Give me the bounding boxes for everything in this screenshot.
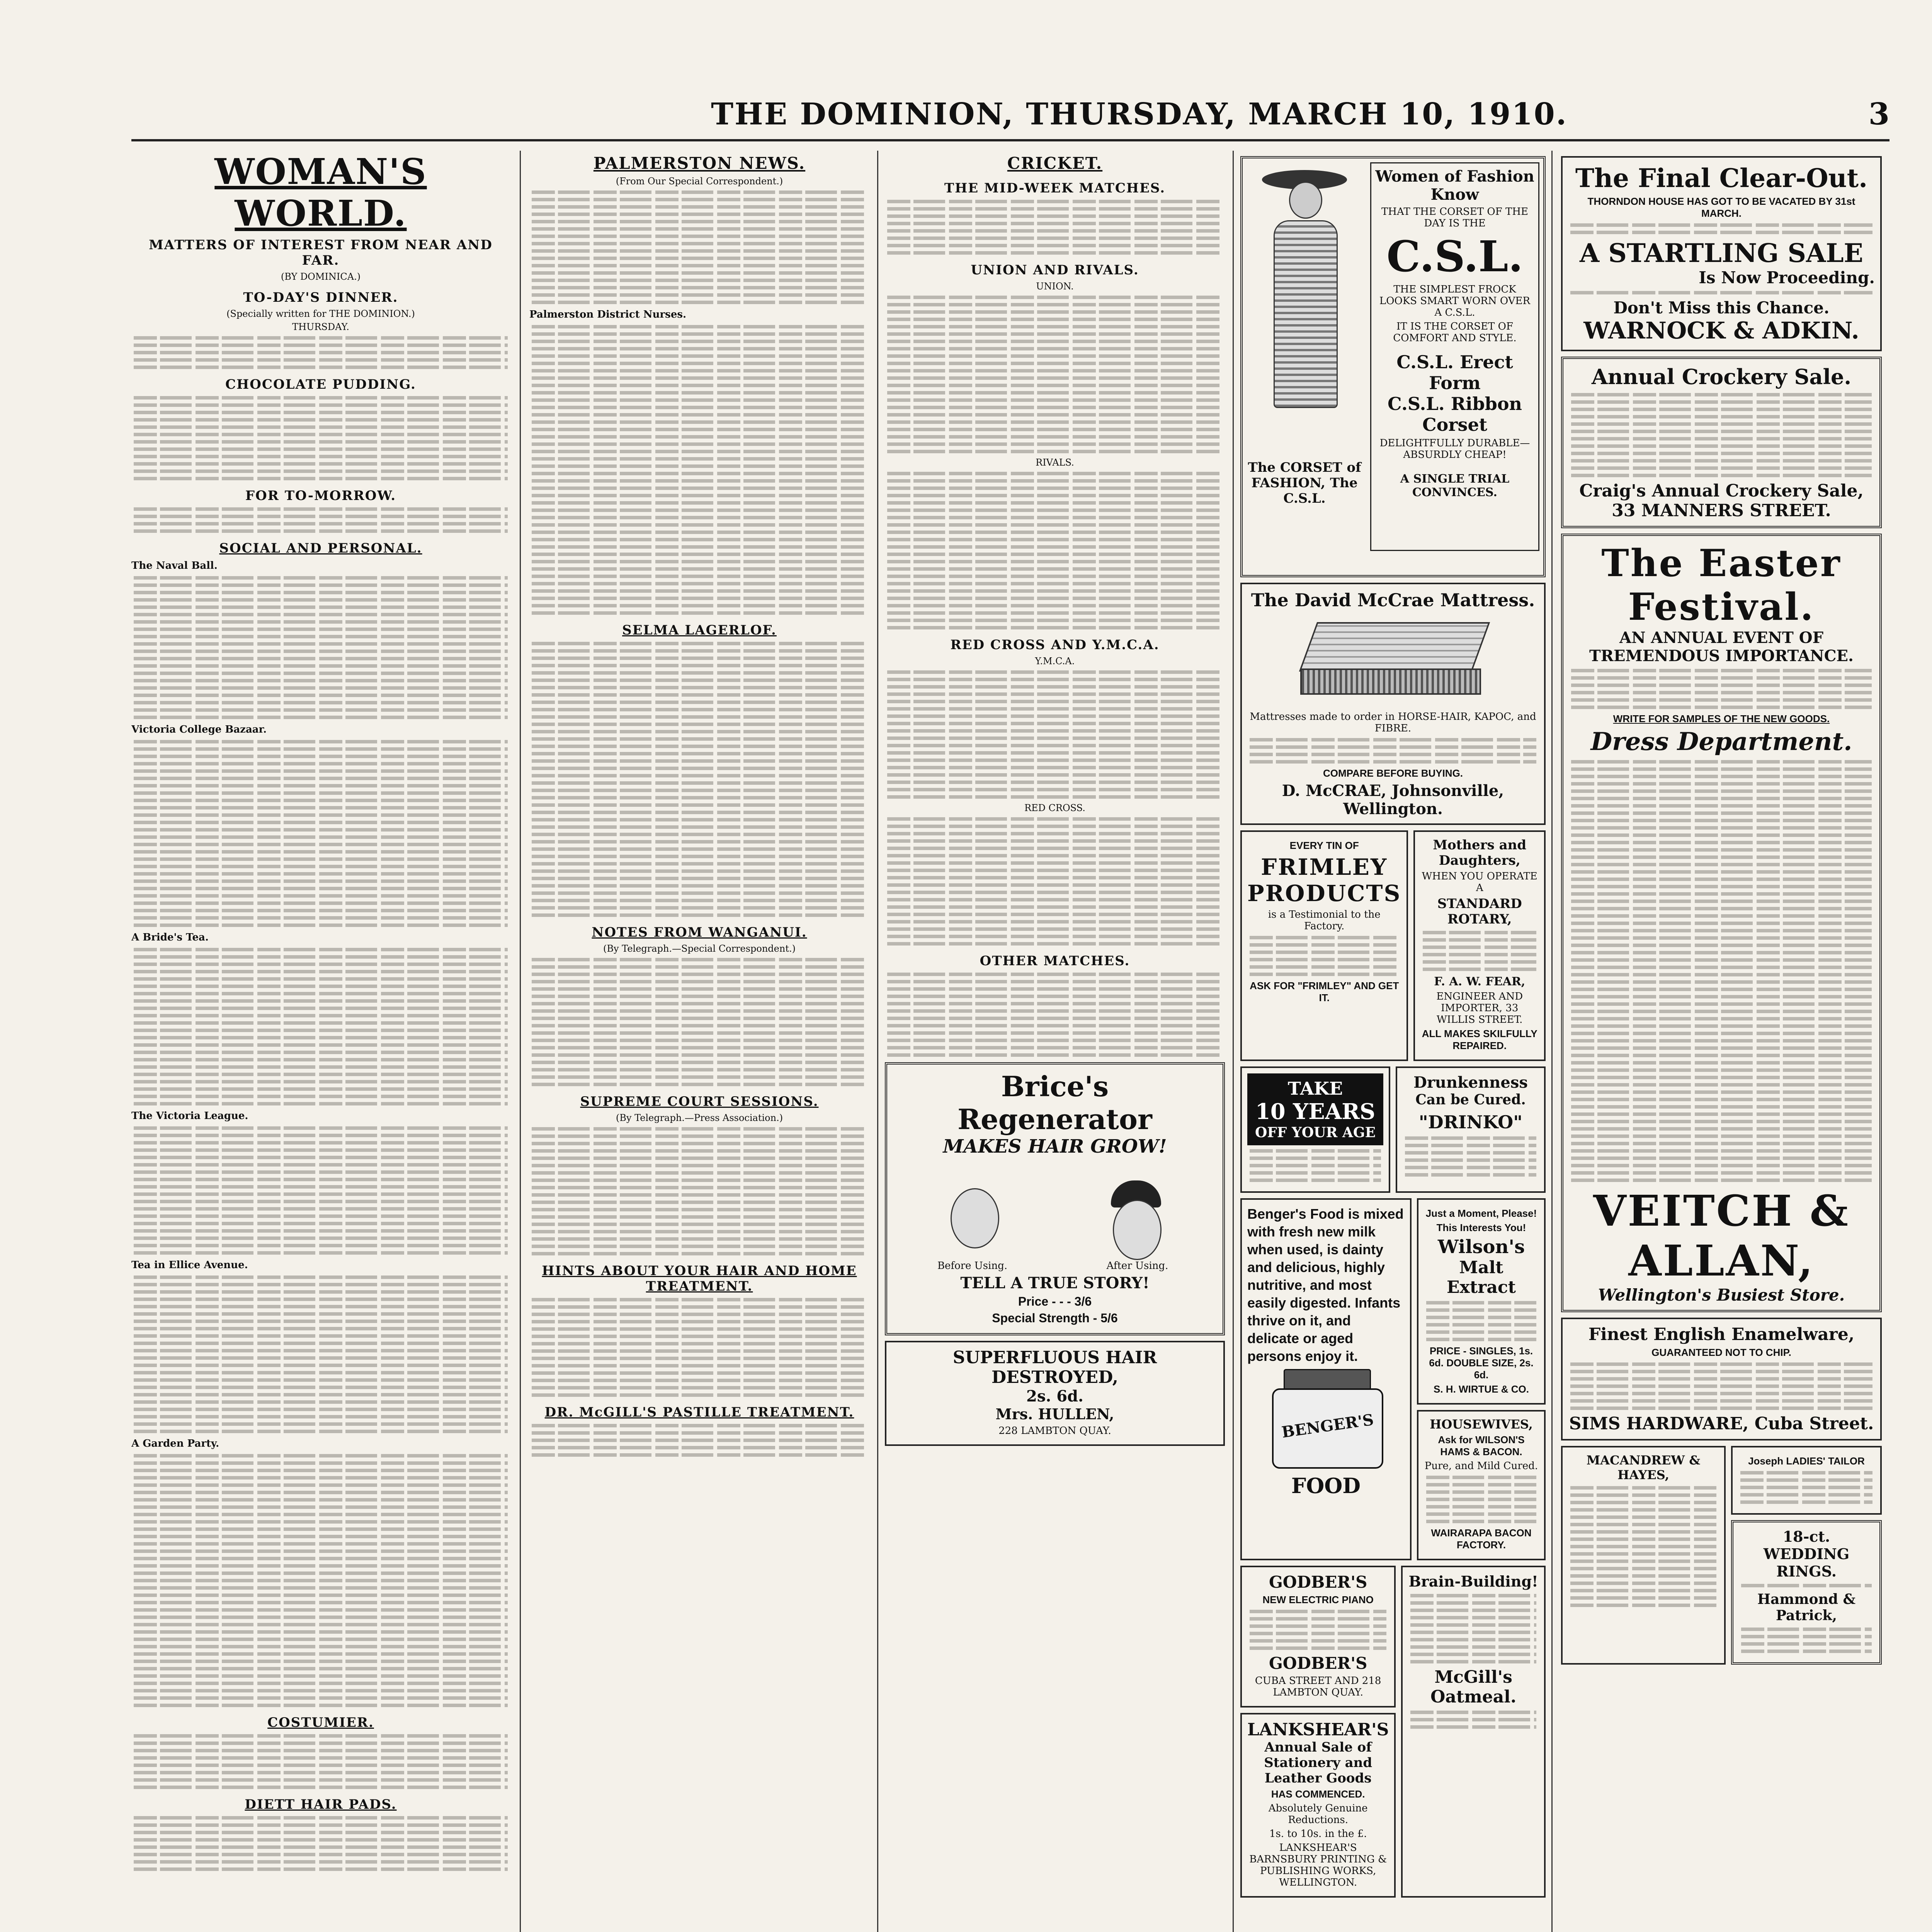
csl-corset-ad — [1240, 156, 1546, 577]
frimley-every-tin: EVERY TIN OF — [1289, 840, 1359, 851]
section-heading: SELMA LAGERLOF. — [622, 622, 777, 638]
article-body — [131, 1454, 510, 1707]
palmerston-column — [529, 151, 869, 1932]
scorecard — [885, 670, 1225, 799]
easter-festival-ad — [1561, 534, 1882, 1312]
haired-head-illustration — [1094, 1161, 1179, 1254]
womans-world-title: WOMAN'S WORLD. — [214, 151, 427, 234]
english-enamelware: Finest English Enamelware, — [1588, 1325, 1855, 1344]
off-your-age: OFF YOUR AGE — [1255, 1124, 1376, 1141]
before-after-illustration — [893, 1161, 1217, 1254]
section-heading: DR. McGILL'S PASTILLE TREATMENT. — [544, 1405, 854, 1420]
final-clear-out: The Final Clear-Out. — [1575, 163, 1868, 193]
lankshears-reductions: Absolutely Genuine Reductions. — [1268, 1803, 1368, 1826]
ad-row — [1240, 1198, 1546, 1560]
section-heading: FOR TO-MORROW. — [245, 488, 396, 503]
bengers-tin-label: BENGER'S — [1280, 1410, 1375, 1442]
column-rule — [1233, 151, 1234, 1932]
drinko-ad — [1396, 1066, 1546, 1193]
subheading: A Bride's Tea. — [131, 932, 209, 943]
before-caption: Before Using. — [937, 1260, 1008, 1272]
correspondent-note: (From Our Special Correspondent.) — [616, 176, 783, 187]
bengers-tin-illustration — [1257, 1369, 1396, 1469]
csl-headline: Women of Fashion Know — [1375, 167, 1534, 204]
byline: (BY DOMINICA.) — [281, 271, 361, 282]
csl-logo: C.S.L. — [1386, 231, 1523, 281]
superfluous-hair-ad — [885, 1341, 1225, 1446]
subheading: A Garden Party. — [131, 1438, 219, 1449]
csl-text: THE SIMPLEST FROCK LOOKS SMART WORN OVER A C.S.L. — [1379, 284, 1531, 318]
lankshears-works: LANKSHEAR'S BARNSBURY PRINTING & PUBLISHING WORKS, WELLINGTON. — [1249, 1842, 1387, 1888]
housewives: HOUSEWIVES, — [1430, 1417, 1533, 1432]
malt-agent: S. H. WIRTUE & CO. — [1434, 1383, 1529, 1395]
article-body — [131, 336, 510, 369]
ad-row — [1240, 1066, 1546, 1193]
ladies-tailor-ad — [1731, 1446, 1882, 1515]
article-body — [529, 1298, 869, 1397]
ads-column-a — [1240, 151, 1546, 1932]
warnock-adkin: WARNOCK & ADKIN. — [1583, 317, 1859, 344]
article-body — [131, 740, 510, 927]
bacon-factory: WAIRARAPA BACON FACTORY. — [1431, 1527, 1532, 1551]
pure-mild: Pure, and Mild Cured. — [1424, 1460, 1538, 1472]
article-body — [529, 1424, 869, 1457]
section-heading: CHOCOLATE PUDDING. — [225, 377, 416, 392]
article-body — [131, 1126, 510, 1255]
malt-extract: Malt Extract — [1447, 1258, 1516, 1297]
bengers-food: FOOD — [1291, 1473, 1361, 1498]
can-be-cured: Can be Cured. — [1415, 1092, 1526, 1108]
rotary-agent: F. A. W. FEAR, — [1434, 975, 1526, 988]
cricket-column — [885, 151, 1225, 1932]
spacer — [703, 842, 869, 846]
craigs-sale: Craig's Annual Crockery Sale, — [1579, 481, 1864, 501]
corset-lady-illustration — [1247, 162, 1362, 556]
section-heading: RED CROSS AND Y.M.C.A. — [950, 637, 1160, 653]
article-body — [885, 200, 1225, 255]
hammond-patrick: Hammond & Patrick, — [1757, 1591, 1855, 1624]
now-proceeding: Is Now Proceeding. — [1699, 268, 1875, 287]
frimley-tagline: is a Testimonial to the Factory. — [1268, 909, 1381, 932]
article-body — [529, 958, 869, 1086]
section-heading: OTHER MATCHES. — [980, 953, 1130, 969]
lankshears-ad — [1240, 1713, 1396, 1898]
standard-rotary-ad — [1413, 830, 1546, 1061]
cricket-heading: CRICKET. — [1007, 154, 1103, 173]
csl-copy — [1370, 162, 1539, 551]
bengers-copy: Benger's Food is mixed with fresh new milk when used, is dainty and delicious, highly nutritive, and most easily digested. Infants thrive on it, and delicate or aged persons enjoy it. — [1247, 1206, 1404, 1364]
section-heading: THE MID-WEEK MATCHES. — [944, 180, 1166, 196]
subheading: Palmerston District Nurses. — [529, 309, 687, 320]
not-to-chip: GUARANTEED NOT TO CHIP. — [1651, 1347, 1791, 1358]
ten-years-ad — [1240, 1066, 1390, 1193]
masthead-title: THE DOMINION, THURSDAY, MARCH 10, 1910. — [711, 97, 1568, 132]
godbers-address: CUBA STREET AND 218 LAMBTON QUAY. — [1255, 1675, 1381, 1698]
wedding-rings-ad — [1731, 1520, 1882, 1665]
mcgills-oatmeal-ad — [1401, 1566, 1546, 1898]
mattress-text: Mattresses made to order in HORSE-HAIR, KAPOC, and FIBRE. — [1250, 711, 1536, 734]
dress-department: Dress Department. — [1590, 727, 1852, 756]
csl-erect-form: C.S.L. Erect Form — [1396, 352, 1513, 393]
csl-trial: A SINGLE TRIAL CONVINCES. — [1400, 472, 1510, 499]
price: 2s. 6d. — [1026, 1387, 1083, 1405]
column-rule — [520, 151, 521, 1932]
scorecard — [885, 817, 1225, 946]
section-heading: HINTS ABOUT YOUR HAIR AND HOME TREATMENT. — [542, 1263, 857, 1294]
frimley-brand: FRIMLEY — [1261, 854, 1388, 880]
sims-hardware: SIMS HARDWARE, Cuba Street. — [1569, 1414, 1874, 1434]
malt-price: PRICE - SINGLES, 1s. 6d. DOUBLE SIZE, 2s. 6d. — [1429, 1345, 1534, 1381]
ten-years: 10 YEARS — [1255, 1099, 1376, 1124]
destroyed: DESTROYED, — [992, 1367, 1118, 1387]
lankshears-commenced: HAS COMMENCED. — [1271, 1788, 1365, 1800]
bengers-food-ad — [1240, 1198, 1412, 1560]
team-name: Y.M.C.A. — [1035, 656, 1075, 667]
drinko-brand: "DRINKO" — [1418, 1112, 1523, 1133]
scorecard — [885, 472, 1225, 629]
rotary-headline: Mothers and Daughters, — [1433, 837, 1527, 868]
masthead — [131, 97, 1889, 141]
true-story: TELL A TRUE STORY! — [960, 1274, 1150, 1292]
section-heading: DIETT HAIR PADS. — [245, 1797, 397, 1812]
final-clear-out-ad — [1561, 156, 1882, 351]
article-body — [529, 1127, 869, 1255]
section-heading: SOCIAL AND PERSONAL. — [219, 541, 422, 556]
rotary-sub: WHEN YOU OPERATE A — [1422, 871, 1537, 894]
busiest-store: Wellington's Busiest Store. — [1598, 1286, 1845, 1304]
macandrew-hayes: MACANDREW & HAYES, — [1586, 1453, 1701, 1482]
article-body — [885, 973, 1225, 1057]
article-body — [529, 642, 869, 917]
article-body — [131, 1734, 510, 1789]
godbers-piano-ad — [1240, 1566, 1396, 1708]
csl-tagline: The CORSET of FASHION, The C.S.L. — [1248, 460, 1361, 506]
article-body — [131, 1276, 510, 1433]
macandrew-hayes-ad — [1561, 1446, 1726, 1665]
address: 228 LAMBTON QUAY. — [998, 1425, 1111, 1437]
ten-years-banner — [1247, 1073, 1383, 1145]
lankshears: LANKSHEAR'S — [1247, 1720, 1389, 1740]
drunkenness: Drunkenness — [1413, 1073, 1528, 1092]
wilsons-hams-ad — [1417, 1410, 1546, 1560]
brain-building: Brain-Building! — [1408, 1573, 1538, 1590]
godbers-sign: GODBER'S — [1269, 1654, 1367, 1673]
article-body — [529, 190, 869, 304]
enamelware-ad — [1561, 1318, 1882, 1440]
manners-street: 33 MANNERS STREET. — [1612, 501, 1831, 520]
frimley-products: PRODUCTS — [1247, 880, 1401, 906]
subheading: The Naval Ball. — [131, 560, 218, 571]
article-body — [131, 1816, 510, 1871]
rotary-address: ENGINEER AND IMPORTER, 33 WILLIS STREET. — [1436, 991, 1523, 1026]
section-day: THURSDAY. — [292, 321, 349, 332]
section-heading: COSTUMIER. — [267, 1715, 374, 1730]
article-body — [131, 576, 510, 719]
mattress-maker: D. McCRAE, Johnsonville, Wellington. — [1282, 782, 1504, 818]
page-number: 3 — [1868, 97, 1889, 132]
electric-piano: NEW ELECTRIC PIANO — [1262, 1594, 1374, 1605]
rotary-name: STANDARD ROTARY, — [1437, 896, 1522, 927]
team-name: UNION. — [1036, 281, 1074, 292]
section-note: (By Telegraph.—Special Correspondent.) — [603, 943, 796, 954]
malt-interests: This Interests You! — [1436, 1222, 1526, 1233]
wedding-rings: 18-ct. WEDDING RINGS. — [1763, 1528, 1850, 1580]
makes-hair-grow: MAKES HAIR GROW! — [943, 1136, 1167, 1157]
womans-world-column — [131, 151, 510, 1932]
ladies-tailor: Joseph LADIES' TAILOR — [1748, 1455, 1865, 1467]
ads-column-b — [1561, 151, 1882, 1932]
section-heading: NOTES FROM WANGANUI. — [592, 925, 807, 940]
bald-head-illustration — [931, 1161, 1016, 1254]
veitch-allan: VEITCH & ALLAN, — [1593, 1186, 1850, 1286]
ad-stack — [1417, 1198, 1546, 1560]
malt-wilsons: Wilson's — [1437, 1236, 1525, 1258]
wilsons-malt-ad — [1417, 1198, 1546, 1405]
superfluous-hair: SUPERFLUOUS HAIR — [952, 1348, 1157, 1367]
mccrae-mattress-ad — [1240, 583, 1546, 825]
ad-row — [1240, 830, 1546, 1061]
mattress-illustration — [1293, 614, 1493, 707]
caption-row — [893, 1258, 1217, 1274]
frimley-ask: ASK FOR "FRIMLEY" AND GET IT. — [1250, 980, 1399, 1003]
team-name: RIVALS. — [1036, 457, 1074, 468]
startling-sale: A STARTLING SALE — [1580, 238, 1863, 268]
section-note: (By Telegraph.—Press Association.) — [616, 1112, 783, 1123]
rotary-repairs: ALL MAKES SKILFULLY REPAIRED. — [1422, 1028, 1537, 1051]
malt-moment: Just a Moment, Please! — [1425, 1208, 1537, 1219]
crockery-sale-ad — [1561, 357, 1882, 528]
price-special: Special Strength - 5/6 — [992, 1311, 1118, 1325]
ad-row — [1240, 1566, 1546, 1898]
article-body — [529, 325, 869, 615]
section-heading: TO-DAY'S DINNER. — [243, 290, 398, 305]
ad-row — [1561, 1446, 1882, 1665]
mcgills-oatmeal: McGill's Oatmeal. — [1430, 1667, 1517, 1707]
ad-stack — [1240, 1566, 1396, 1898]
after-caption: After Using. — [1106, 1260, 1168, 1272]
article-body — [131, 396, 510, 480]
brices-regenerator-ad — [885, 1062, 1225, 1335]
easter-festival: The Easter Festival. — [1601, 541, 1842, 629]
scorecard — [885, 296, 1225, 453]
subheading: The Victoria League. — [131, 1110, 248, 1122]
godbers: GODBER'S — [1269, 1573, 1367, 1592]
column-rule — [1551, 151, 1553, 1932]
brices-name: Brice's — [1001, 1070, 1109, 1103]
column-rule — [877, 151, 878, 1932]
frimley-ad — [1240, 830, 1408, 1061]
ad-stack — [1731, 1446, 1882, 1665]
section-note: (Specially written for THE DOMINION.) — [226, 308, 415, 319]
annual-crockery-sale: Annual Crockery Sale. — [1591, 364, 1852, 389]
palmerston-heading: PALMERSTON NEWS. — [593, 154, 806, 173]
mrs-hullen: Mrs. HULLEN, — [995, 1405, 1114, 1423]
csl-text: IT IS THE CORSET OF COMFORT AND STYLE. — [1393, 321, 1517, 344]
annual-event: AN ANNUAL EVENT OF TREMENDOUS IMPORTANCE. — [1589, 629, 1854, 665]
article-body — [131, 507, 510, 533]
section-heading: SUPREME COURT SESSIONS. — [580, 1094, 819, 1109]
csl-subline: THAT THE CORSET OF THE DAY IS THE — [1381, 206, 1529, 229]
regenerator-name: Regenerator — [957, 1103, 1152, 1136]
section-heading: UNION AND RIVALS. — [971, 262, 1139, 278]
take: TAKE — [1287, 1078, 1343, 1099]
team-name: RED CROSS. — [1024, 803, 1085, 813]
subheading: Tea in Ellice Avenue. — [131, 1259, 248, 1271]
lankshears-sale: Annual Sale of Stationery and Leather Goods — [1264, 1740, 1372, 1786]
lankshears-range: 1s. to 10s. in the £. — [1269, 1828, 1367, 1840]
thorndon-vacate: THORNDON HOUSE HAS GOT TO BE VACATED BY 31st MARCH. — [1587, 196, 1855, 219]
dont-miss: Don't Miss this Chance. — [1613, 298, 1830, 317]
mattress-compare: COMPARE BEFORE BUYING. — [1323, 767, 1463, 779]
womans-world-subtitle: MATTERS OF INTEREST FROM NEAR AND FAR. — [149, 237, 493, 268]
article-body — [131, 948, 510, 1105]
mattress-headline: The David McCrae Mattress. — [1251, 590, 1535, 611]
csl-text: DELIGHTFULLY DURABLE—ABSURDLY CHEAP! — [1379, 437, 1530, 461]
price-regular: Price - - - 3/6 — [1018, 1294, 1092, 1308]
hams-bacon: Ask for WILSON'S HAMS & BACON. — [1438, 1434, 1525, 1458]
subheading: Victoria College Bazaar. — [131, 724, 267, 735]
csl-ribbon-corset: C.S.L. Ribbon Corset — [1388, 393, 1522, 435]
write-for-samples: WRITE FOR SAMPLES OF THE NEW GOODS. — [1613, 713, 1830, 724]
